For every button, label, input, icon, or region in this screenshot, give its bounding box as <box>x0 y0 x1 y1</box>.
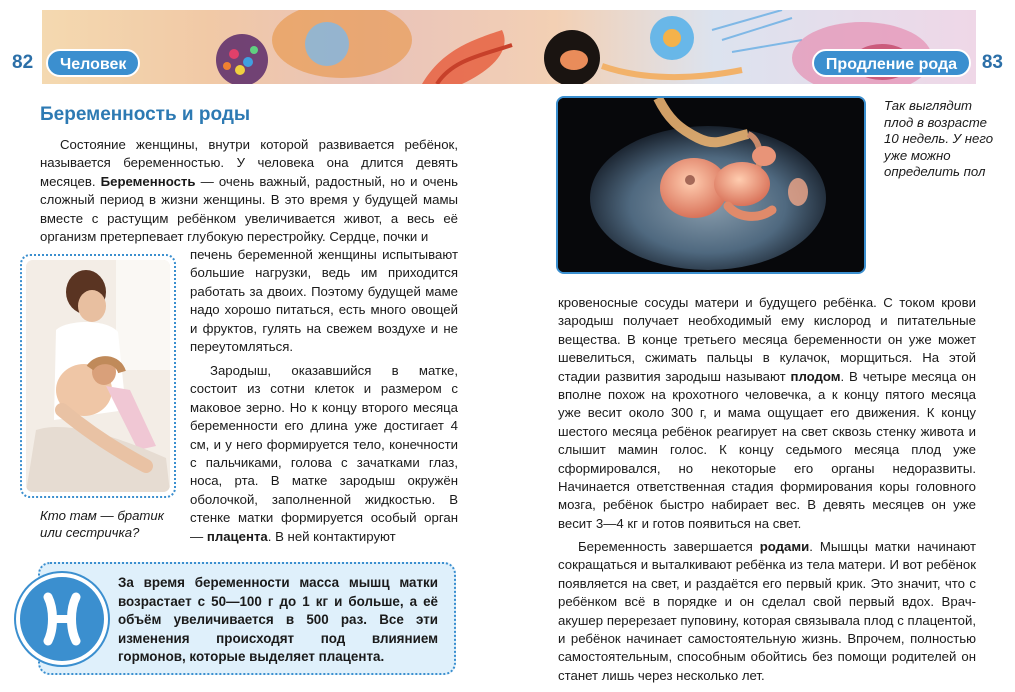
left-paragraph-2: Зародыш, оказавшийся в матке, состоит из сотни клеток и размером с маковое зерно. Но к концу второго месяца беременности его длина уже достигает 4 см, и у него формируется тело, конечности с пальчиками, голова с зачатками глаз, носа, рта. В матке зародыш окружён оболочкой, заполненной жидкостью. В стенке матки формируется особый орган — плацента. В ней контактируют <box>190 363 458 544</box>
left-chapter-label: Человек <box>46 49 140 77</box>
left-paragraph-1-continued: печень беременной женщины испытывают большие нагрузки, ведь им приходится работать за двоих. Поэтому будущей маме надо хорошо питаться, есть много овощей и фруктов, гулять на свежем воздухе и не переутомляться. <box>190 247 458 355</box>
section-title: Беременность и роды <box>40 104 251 125</box>
mother-child-illustration <box>26 260 170 492</box>
photo-pregnant-woman-frame <box>20 254 176 498</box>
left-paragraph-1: Состояние женщины, внутри которой развивается ребёнок, называется беременностью. У человека она длится девять месяцев. Беременность — очень важный, радостный, но и очень сложный период в жизни женщины. В это время у будущей мамы вместе с растущим ребёнком увеличивается живот, а весь её организм претерпевает глубокую перестройку. Сердце, почки и <box>40 137 458 245</box>
right-paragraph-1: кровеносные сосуды матери и будущего ребёнка. С током крови зародыш получает необходимый ему кислород и питательные вещества. В конце третьего месяца беременности он уже может шевелиться, сжимать пальцы в кулачок, морщиться. На этой стадии развития зародыш называют плодом. В четыре месяца он вполне похож на крохотного человечка, а к концу пятого месяца уже весит около 300 г, и мама ощущает его движения. К концу шестого месяца ребёнок реагирует на свет сквозь стенку живота и слышит мамин голос. К концу седьмого месяца плод уже сформировался, но некоторые его органы недоразвиты. Начинается ответственная стадия формирования коры головного мозга, ребёнок быстро набирает вес. В девять месяцев он уже весит 3—4 кг и готов появиться на свет. <box>558 295 976 531</box>
fetus-10-weeks-illustration <box>558 98 864 272</box>
right-paragraph-2: Беременность завершается родами. Мышцы матки начинают сокращаться и выталкивают ребёнка из тела матери. И вот ребёнок появляется на свет, и раздаётся его первый крик. Это значит, что с ребёнком всё в порядке и он сделал свой первый вдох. Врач-акушер перерезает пуповину, которая связывала плод с плацентой, и ребёнок начинает самостоятельную жизнь. Впрочем, полностью самостоятельным, способным обойтись без помощи родителей он станет лишь через несколько лет. <box>558 539 976 683</box>
fact-text: За время беременности масса мышц матки возрастает с 50—100 г до 1 кг и больше, а её объём увеличивается в 500 раз. Все эти изменения происходят под влиянием гормонов, которые выделяет плацента. <box>118 575 438 665</box>
left-page-number: 82 <box>12 52 34 73</box>
photo-pregnant-woman <box>26 260 170 492</box>
photo-caption: Кто там — братик или сестричка? <box>40 508 164 540</box>
right-page-number: 83 <box>981 52 1003 73</box>
chromosome-icon <box>16 573 108 665</box>
right-chapter-label: Продление рода <box>812 49 971 77</box>
term-fetus: плодом <box>790 368 841 384</box>
term-placenta: плацента <box>206 528 268 544</box>
fetus-caption: Так выглядит плод в возрасте 10 недель. У него уже можно определить пол <box>884 98 994 179</box>
term-birth: родами <box>759 539 810 554</box>
term-pregnancy: Беременность <box>100 173 196 189</box>
fetus-image-frame <box>556 96 866 274</box>
